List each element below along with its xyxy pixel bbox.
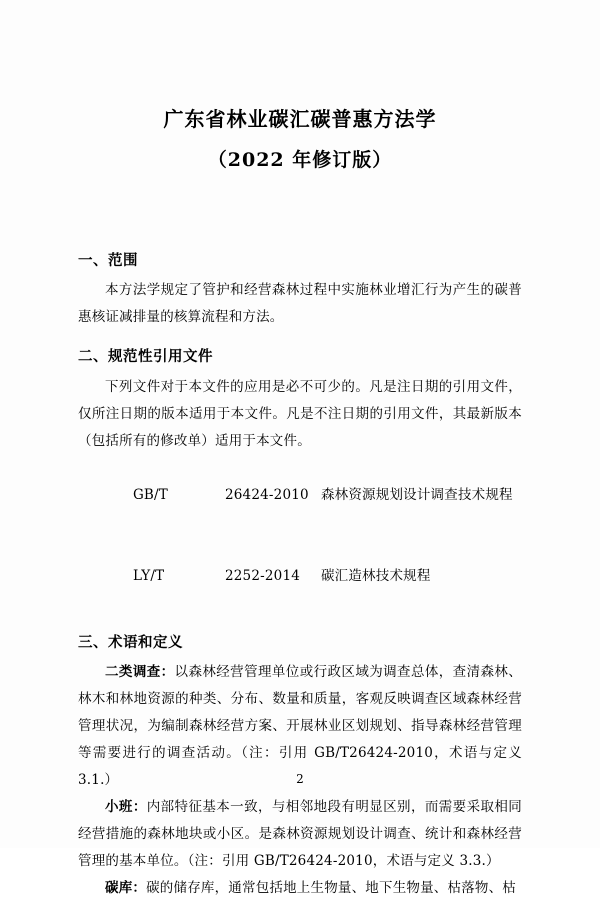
term-definition: 以森林经营管理单位或行政区域为调查总体，查清森林、林木和林地资源的种类、分布、数量和质量，客观反映调查区域森林经营管理状况，为编制森林经营方案、开展林业区划规划、指导森林经营管理等需要进行的调查活动。（注：引用 GB/T26424-2010，术语与定义 3.1.） xyxy=(78,664,522,788)
reference-name: 森林资源规划设计调查技术规程 xyxy=(321,487,513,503)
page-subtitle: （2022 年修订版） xyxy=(78,134,522,175)
reference-item xyxy=(78,455,522,536)
term-entry xyxy=(78,875,522,902)
reference-number: 26424-2010 xyxy=(225,482,321,509)
paragraph-normative-references: 下列文件对于本文件的应用是必不可少的。凡是注日期的引用文件，仅所注日期的版本适用于本文件。凡是不注日期的引用文件，其最新版本（包括所有的修改单）适用于本文件。 xyxy=(78,374,522,455)
term-definition: 碳的储存库，通常包括地上生物量、地下生物量、枯落物、枯 xyxy=(146,880,516,896)
term-label: 小班： xyxy=(105,799,147,815)
document-body xyxy=(78,175,522,902)
term-label: 二类调查： xyxy=(105,664,175,680)
reference-code: GB/T xyxy=(133,482,225,509)
reference-number: 2252-2014 xyxy=(225,563,321,590)
section-heading-normative-references: 二、规范性引用文件 xyxy=(78,331,522,374)
term-definition: 内部特征基本一致，与相邻地段有明显区别，而需要采取相同经营措施的森林地块或小区。是森林资源规划设计调查、统计和森林经营管理的基本单位。（注：引用 GB/T26424-2010，术语与定义 3.3.） xyxy=(78,799,522,869)
term-entry xyxy=(78,794,522,875)
section-heading-terms-definitions: 三、术语和定义 xyxy=(78,617,522,660)
reference-name: 碳汇造林技术规程 xyxy=(321,568,431,584)
page-number: 2 xyxy=(0,772,600,786)
reference-item xyxy=(78,536,522,617)
term-label: 碳库： xyxy=(105,880,146,896)
reference-code: LY/T xyxy=(133,563,225,590)
section-heading-scope: 一、范围 xyxy=(78,235,522,278)
page-title: 广东省林业碳汇碳普惠方法学 xyxy=(78,0,522,134)
paragraph-scope: 本方法学规定了管护和经营森林过程中实施林业增汇行为产生的碳普惠核证减排量的核算流程和方法。 xyxy=(78,277,522,331)
